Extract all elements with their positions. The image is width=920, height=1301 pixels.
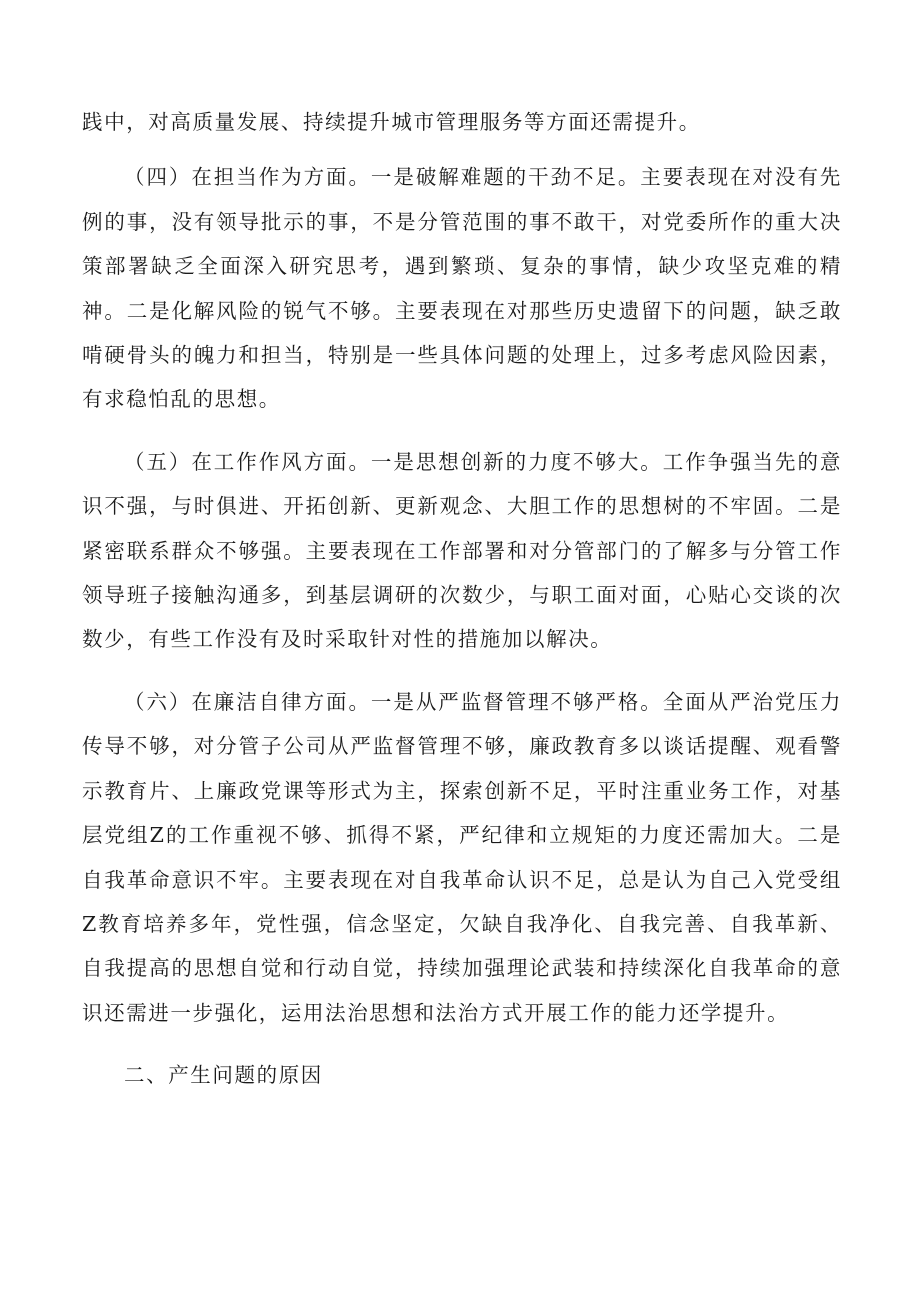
paragraph-spacer [82,1035,842,1053]
paragraph-section-4: （四）在担当作为方面。一是破解难题的干劲不足。主要表现在对没有先例的事，没有领导批示的事，不是分管范围的事不敢干，对党委所作的重大决策部署缺乏全面深入研究思考，遇到繁琐、复杂的事情，缺少攻坚克难的精神。二是化解风险的锐气不够。主要表现在对那些历史遗留下的问题，缺乏敢啃硬骨头的魄力和担当，特别是一些具体问题的处理上，过多考虑风险因素，有求稳怕乱的思想。 [82,165,842,412]
section-heading: 二、产生问题的原因 [124,1063,323,1088]
paragraph-spacer [82,144,842,155]
document-page [82,100,842,1098]
paragraph-spacer [82,422,842,440]
paragraph-section-6: （六）在廉洁自律方面。一是从严监督管理不够严格。全面从严治党压力传导不够，对分管子公司从严监督管理不够，廉政教育多以谈话提醒、观看警示教育片、上廉政党课等形式为主，探索创新不足，平时注重业务工作，对基层党组Z的工作重视不够、抓得不紧，严纪律和立规矩的力度还需加大。二是自我革命意识不牢。主要表现在对自我革命认识不足，总是认为自己入党受组Z教育培养多年，党性强，信念坚定，欠缺自我净化、自我完善、自我革新、自我提高的思想自觉和行动自觉，持续加强理论武装和持续深化自我革命的意识还需进一步强化，运用法治思想和法治方式开展工作的能力还学提升。 [82,689,842,1025]
paragraph-continuation: 践中，对高质量发展、持续提升城市管理服务等方面还需提升。 [82,110,701,134]
paragraph-section-5: （五）在工作作风方面。一是思想创新的力度不够大。工作争强当先的意识不强，与时俱进、开拓创新、更新观念、大胆工作的思想树的不牢固。二是紧密联系群众不够强。主要表现在工作部署和对分管部门的了解多与分管工作领导班子接触沟通多，到基层调研的次数少，与职工面对面，心贴心交谈的次数少，有些工作没有及时采取针对性的措施加以解决。 [82,449,842,652]
paragraph-spacer [82,662,842,680]
